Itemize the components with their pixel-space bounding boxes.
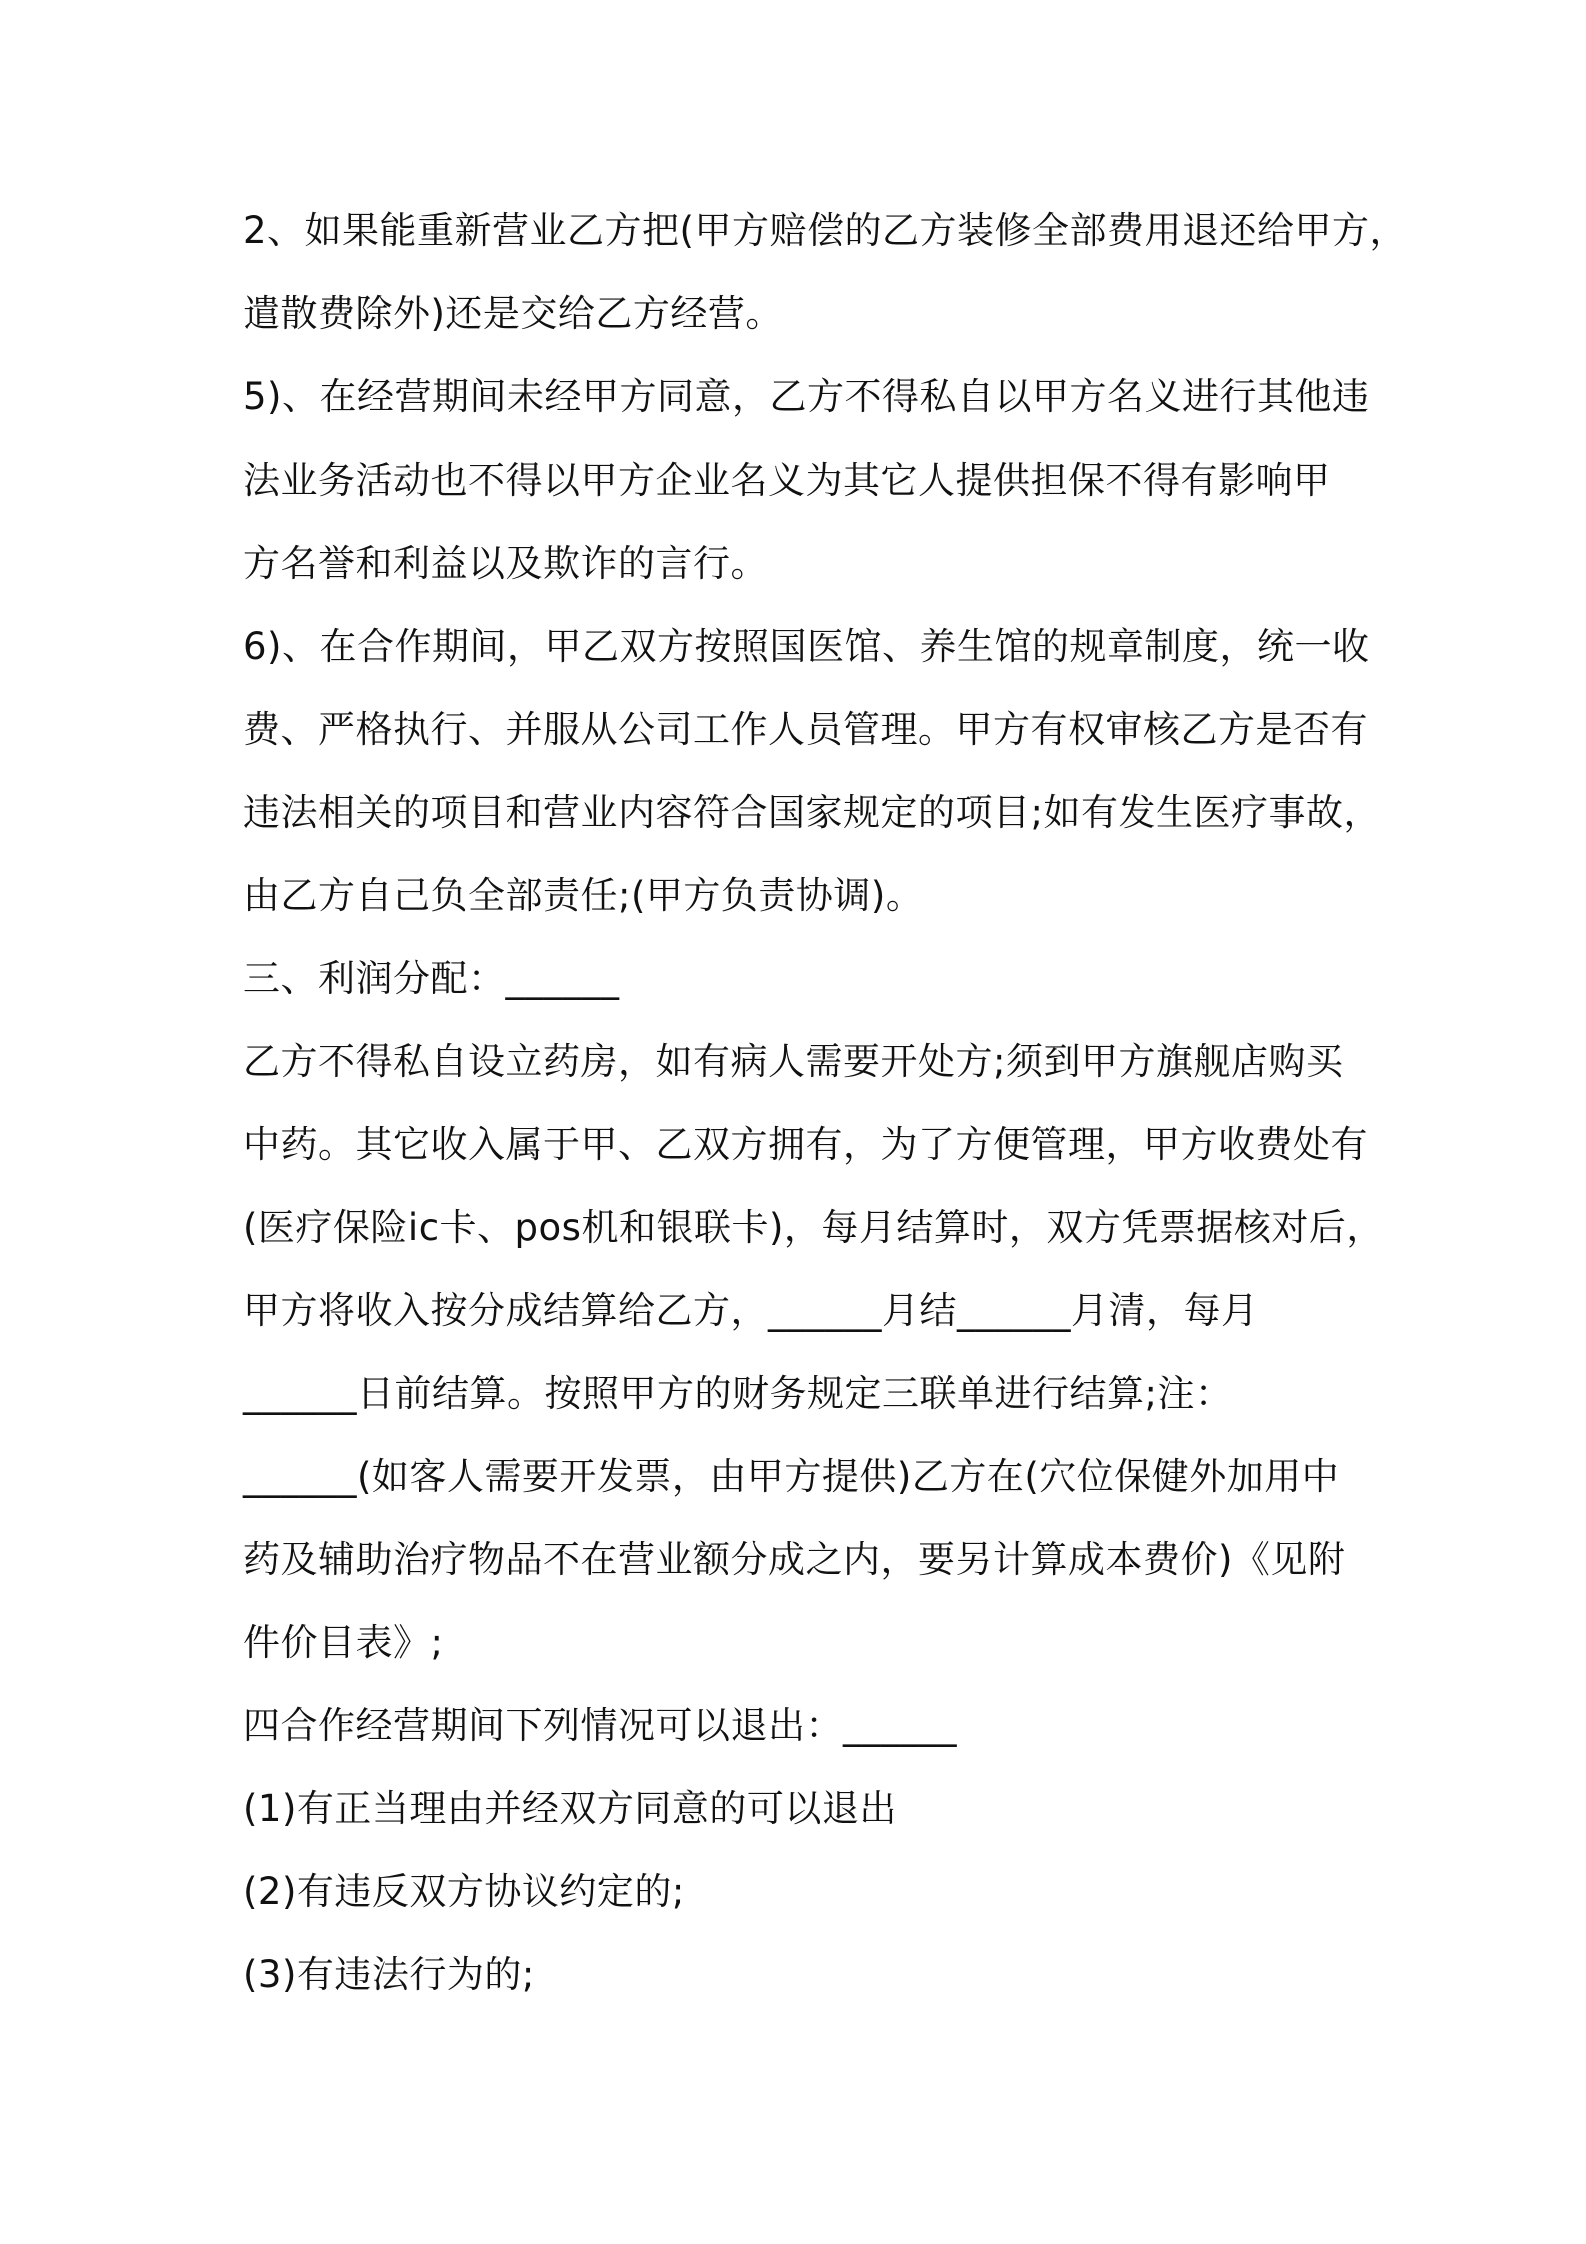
text-line: 方名誉和利益以及欺诈的言行。 xyxy=(243,542,768,585)
section-heading: 三、利润分配：______ xyxy=(243,957,620,1000)
text-line: 2、如果能重新营业乙方把(甲方赔偿的乙方装修全部费用退还给甲方， xyxy=(243,209,1407,252)
text-line: 遣散费除外)还是交给乙方经营。 xyxy=(243,292,783,335)
text-line: 药及辅助治疗物品不在营业额分成之内，要另计算成本费价)《见附 xyxy=(243,1538,1346,1581)
text-line: 中药。其它收入属于甲、乙双方拥有，为了方便管理，甲方收费处有 xyxy=(243,1123,1368,1166)
text-line: 乙方不得私自设立药房，如有病人需要开处方;须到甲方旗舰店购买 xyxy=(243,1040,1344,1083)
text-line: 法业务活动也不得以甲方企业名义为其它人提供担保不得有影响甲 xyxy=(243,459,1331,502)
text-line: 6)、在合作期间，甲乙双方按照国医馆、养生馆的规章制度，统一收 xyxy=(243,625,1370,668)
list-item: (3)有违法行为的; xyxy=(243,1953,535,1996)
list-item: (2)有违反双方协议约定的; xyxy=(243,1870,685,1913)
text-line: 违法相关的项目和营业内容符合国家规定的项目;如有发生医疗事故， xyxy=(243,791,1381,834)
section-heading: 四合作经营期间下列情况可以退出：______ xyxy=(243,1704,957,1747)
list-item: (1)有正当理由并经双方同意的可以退出 xyxy=(243,1787,897,1830)
text-line: 件价目表》; xyxy=(243,1621,444,1664)
text-line: 费、严格执行、并服从公司工作人员管理。甲方有权审核乙方是否有 xyxy=(243,708,1368,751)
text-line: ______(如客人需要开发票，由甲方提供)乙方在(穴位保健外加用中 xyxy=(243,1455,1340,1498)
text-line: 由乙方自己负全部责任;(甲方负责协调)。 xyxy=(243,874,924,917)
text-line: (医疗保险ic卡、pos机和银联卡)，每月结算时，双方凭票据核对后， xyxy=(243,1206,1384,1249)
text-line: 甲方将收入按分成结算给乙方，______月结______月清，每月 xyxy=(243,1289,1259,1332)
text-line: ______日前结算。按照甲方的财务规定三联单进行结算;注： xyxy=(243,1372,1233,1415)
text-line: 5)、在经营期间未经甲方同意，乙方不得私自以甲方名义进行其他违 xyxy=(243,375,1370,418)
